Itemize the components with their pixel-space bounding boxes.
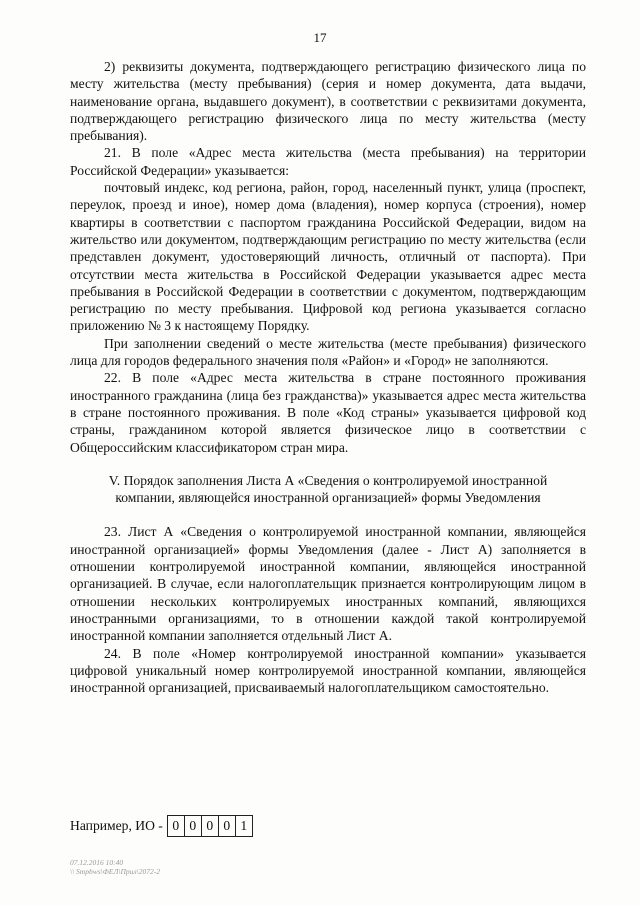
example-label: Например, ИО - (70, 818, 163, 833)
page-number: 17 (313, 30, 327, 45)
section-heading-line-1: V. Порядок заполнения Листа А «Сведения о контролируемой иностранной (108, 472, 548, 488)
document-body (70, 58, 586, 696)
stamp-line-1: 07.12.2016 10:40 (70, 858, 124, 867)
paragraph-24: 24. В поле «Номер контролируемой иностранной компании» указывается цифровой уникальный номер контролируемой иностранной компании, являющейся иностранной организацией, присваиваемый налогоплательщиком самостоятельно. (70, 645, 586, 696)
example-number (70, 815, 253, 837)
code-digit: 0 (219, 816, 236, 836)
paragraph-federal-cities: При заполнении сведений о месте жительства (месте пребывания) физического лица для городов федерального значения поля «Район» и «Город» не заполняются. (70, 335, 586, 369)
code-digit: 0 (202, 816, 219, 836)
section-heading-line-2: компании, являющейся иностранной организацией» формы Уведомления (115, 490, 541, 506)
code-digit: 0 (185, 816, 202, 836)
code-boxes (167, 815, 253, 837)
paragraph-23: 23. Лист А «Сведения о контролируемой иностранной компании, являющейся иностранной организацией» формы Уведомления (далее - Лист А) заполняется в отношении контролируемой иностранной компании, являющейся иностранной организацией. В случае, если налогоплательщик признается контролирующим лицом в отношении нескольких контролируемых иностранных компаний, являющихся иностранными организациями, то в отношении каждой такой контролируемой иностранной компании заполняется отдельный Лист А. (70, 524, 586, 644)
stamp-line-2: \\ Smpbws\ФЕЛ\Прил\2072-2 (70, 867, 161, 876)
paragraph-22: 22. В поле «Адрес места жительства в стране постоянного проживания иностранного гражданина (лица без гражданства)» указывается адрес места жительства в стране постоянного проживания. В поле «Код страны» указывается цифровой код страны, гражданином которой является физическое лицо в соответствии с Общероссийским классификатором стран мира. (70, 370, 586, 455)
paragraph-requisites: 2) реквизиты документа, подтверждающего регистрацию физического лица по месту жительства (месту пребывания) (серия и номер документа, дата выдачи, наименование органа, выдавшего документ), в соответствии с реквизитами документа, подтверждающего регистрацию физического лица по месту жительства (месту пребывания). (70, 59, 586, 144)
paragraph-21: 21. В поле «Адрес места жительства (места пребывания) на территории Российской Федерации» указывается: (70, 145, 586, 178)
paragraph-21-address-details: почтовый индекс, код региона, район, город, населенный пункт, улица (проспект, переулок, проезд и иное), номер дома (владения), номер корпуса (строения), номер квартиры в соответствии с паспортом гражданина Российской Федерации, видом на жительство или документом, подтверждающим регистрацию по месту жительства (если представлен документ, удостоверяющий личность, отличный от паспорта). При отсутствии места жительства в Российской Федерации указывается адрес места пребывания в Российской Федерации в соответствии с документом, подтверждающим регистрацию по месту пребывания. Цифровой код региона указывается согласно приложению № 3 к настоящему Порядку. (70, 180, 586, 334)
code-digit: 1 (240, 818, 248, 833)
file-stamp (70, 858, 160, 876)
section-heading-v (70, 472, 586, 507)
code-digit: 0 (168, 816, 185, 836)
